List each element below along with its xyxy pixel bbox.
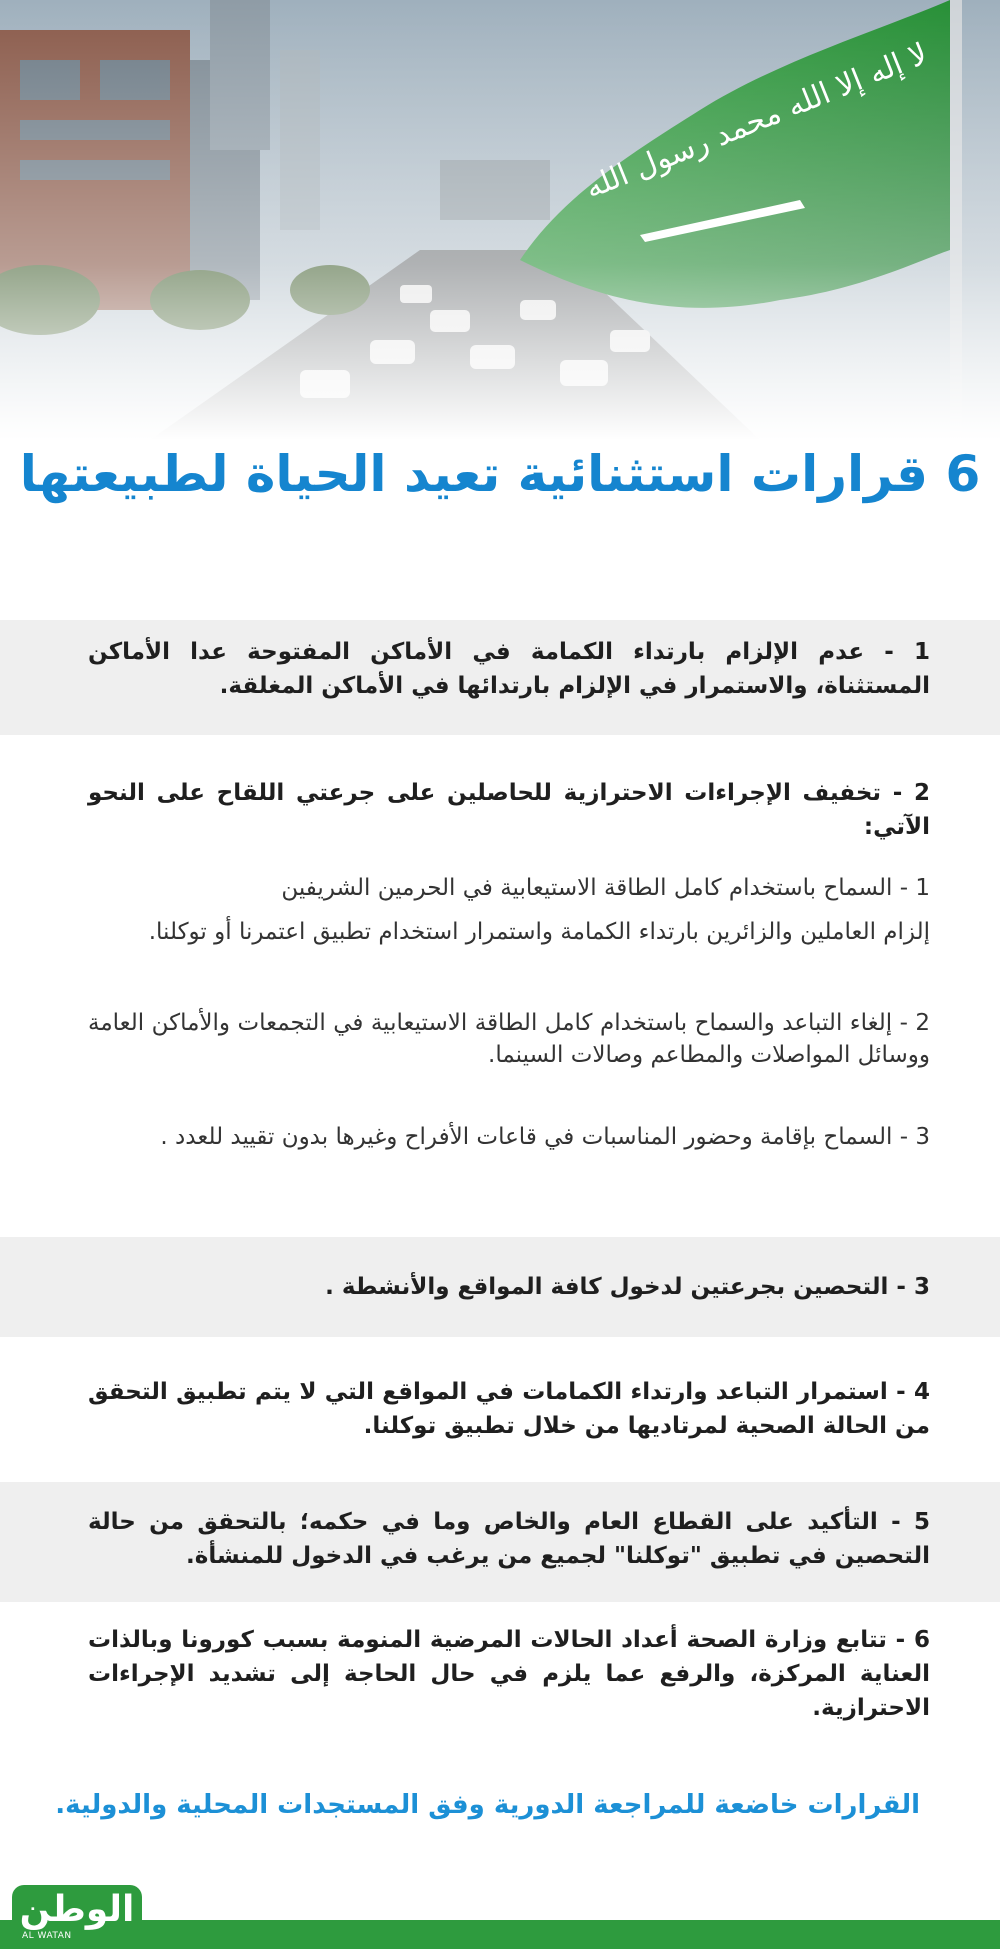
- brand-bar: [0, 1920, 1000, 1949]
- alwatan-logo: [12, 1885, 142, 1949]
- decision-item-4: 4 - استمرار التباعد وارتداء الكمامات في المواقع التي لا يتم تطبيق التحقق من الحالة الصحية لمرتاديها من خلال تطبيق توكلنا.: [88, 1379, 930, 1439]
- city-flag-photo: [0, 0, 1000, 440]
- logo-subtitle: AL WATAN: [22, 1931, 72, 1941]
- hero-image: [0, 0, 1000, 440]
- decision-item-3: 3 - التحصين بجرعتين لدخول كافة المواقع والأنشطة .: [325, 1274, 930, 1300]
- decision-item-2: 2 - تخفيف الإجراءات الاحترازية للحاصلين على جرعتي اللقاح على النحو الآتي:: [88, 780, 930, 840]
- sub-item-1-note: إلزام العاملين والزائرين بارتداء الكمامة واستمرار استخدام تطبيق اعتمرنا أو توكلنا.: [148, 919, 930, 945]
- review-note: القرارات خاضعة للمراجعة الدورية وفق المستجدات المحلية والدولية.: [55, 1790, 920, 1820]
- decision-item-1: 1 - عدم الإلزام بارتداء الكمامة في الأماكن المفتوحة عدا الأماكن المستثناة، والاستمرار في الإلزام بارتدائها في الأماكن المغلقة.: [88, 639, 930, 699]
- logo-text: الوطن: [19, 1889, 135, 1930]
- sub-item-1: 1 - السماح باستخدام كامل الطاقة الاستيعابية في الحرمين الشريفين: [281, 875, 930, 901]
- sub-item-2: 2 - إلغاء التباعد والسماح باستخدام كامل الطاقة الاستيعابية في التجمعات والأماكن العامة ووسائل المواصلات والمطاعم وصالات السينما.: [88, 1010, 930, 1068]
- sub-item-3: 3 - السماح بإقامة وحضور المناسبات في قاعات الأفراح وغيرها بدون تقييد للعدد .: [160, 1124, 930, 1150]
- page-title: 6 قرارات استثنائية تعيد الحياة لطبيعتها: [19, 445, 981, 503]
- decision-item-6: 6 - تتابع وزارة الصحة أعداد الحالات المرضية المنومة بسبب كورونا وبالذات العناية المركزة، والرفع عما يلزم في حال الحاجة إلى تشديد الإجراءات الاحترازية.: [88, 1627, 930, 1721]
- decision-item-5: 5 - التأكيد على القطاع العام والخاص وما في حكمه؛ بالتحقق من حالة التحصين في تطبيق "توكلنا" لجميع من يرغب في الدخول للمنشأة.: [88, 1509, 930, 1569]
